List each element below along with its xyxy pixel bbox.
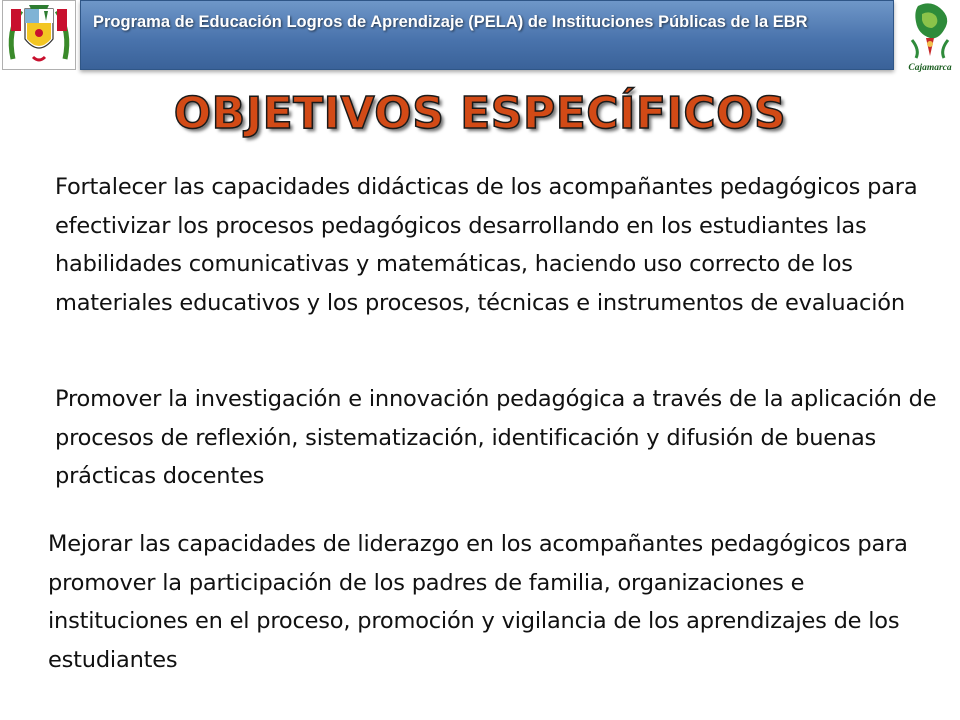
header-banner	[80, 0, 894, 70]
peru-coat-of-arms-icon	[2, 0, 76, 70]
objective-paragraph-2: Promover la investigación e innovación pedagógica a través de la aplicación de procesos de reflexión, sistematización, identificación y difusión de buenas prácticas docentes	[55, 386, 937, 489]
objective-paragraph-1: Fortalecer las capacidades didácticas de los acompañantes pedagógicos para efectivizar los procesos pedagógicos desarrollando en los estudiantes las habilidades comunicativas y matemáticas, haciendo uso correcto de los materiales educativos y los procesos, técnicas e instrumentos de evaluación	[55, 174, 918, 316]
header-title: Programa de Educación Logros de Aprendizaje (PELA) de Instituciones Públicas de la EBR	[93, 13, 808, 31]
cajamarca-logo-icon	[900, 0, 960, 76]
cajamarca-logo-text: Cajamarca	[908, 63, 952, 73]
objective-paragraph-3: Mejorar las capacidades de liderazgo en los acompañantes pedagógicos para promover la participación de los padres de familia, organizaciones e instituciones en el proceso, promoción y vigilancia de los aprendizajes de los estudiantes	[48, 531, 908, 673]
slide-title: OBJETIVOS ESPECÍFICOS	[173, 88, 787, 139]
